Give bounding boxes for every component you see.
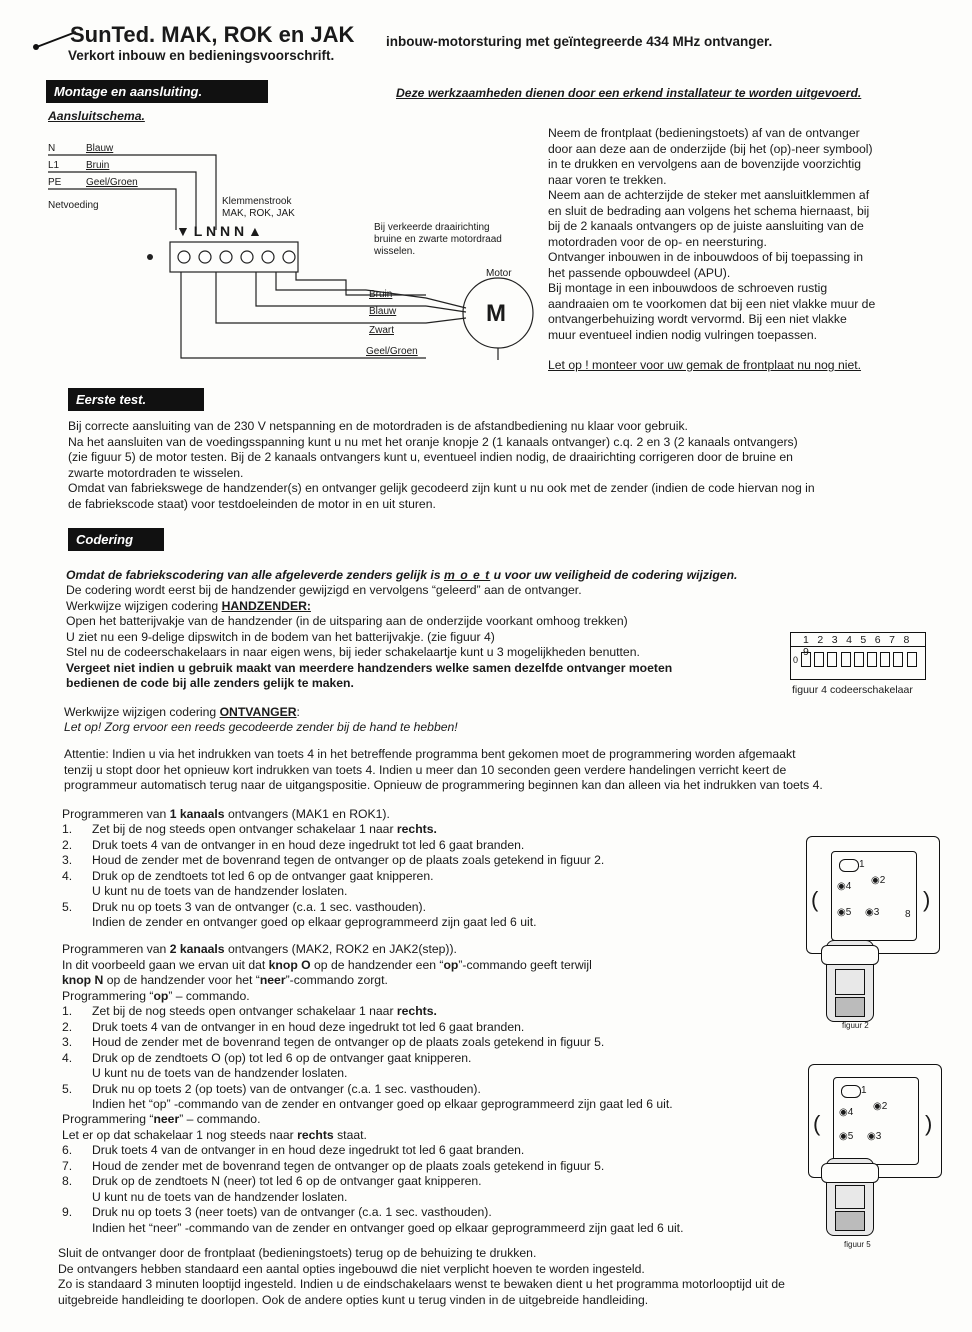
label-pe: PE xyxy=(48,177,62,188)
montage-line: muur eventueel indien nodig vulringen toepassen. xyxy=(548,327,817,342)
arrow-up-icon: ▲ xyxy=(247,223,262,239)
step-item: 9. Druk nu op toets 3 (neer toets) van de ontvanger (c.a. 1 sec. vasthouden). xyxy=(62,1205,492,1219)
fig2-caption: figuur 2 xyxy=(842,1021,869,1030)
closing-line: Sluit de ontvanger door de frontplaat (bedieningstoets) terug op de behuizing te drukken. xyxy=(58,1246,537,1260)
step-item: Indien het “neer” -commando van de zender en ontvanger goed op elkaar geprogrammeerd zijn gaat led 6 uit. xyxy=(92,1220,684,1235)
step-item: U kunt nu de toets van de handzender loslaten. xyxy=(92,884,348,898)
dip-zero: 0 xyxy=(793,655,799,665)
attentie-line: Attentie: Indien u via het indrukken van toets 4 in het betreffende programma bent gekomen moet de programmering worden afgemaakt xyxy=(64,747,796,761)
montage-line: Neem aan de achterzijde de steker met aansluitklemmen af xyxy=(548,188,870,202)
wire-bruin: Bruin xyxy=(369,289,393,300)
montage-instructions xyxy=(548,126,948,343)
eerste-test-text xyxy=(68,419,948,512)
step-item: 2. Druk toets 4 van de ontvanger in en houd deze ingedrukt tot led 6 gaat branden. xyxy=(62,837,525,852)
terminal-labels xyxy=(176,223,262,239)
attentie-text xyxy=(64,747,944,794)
montage-line: motordraden voor de op- en neersturing. xyxy=(548,234,767,249)
closing-line: Zo is standaard 3 minuten looptijd ingesteld. Indien u de eindschakelaars wenst te bewaken dient u het programma motorlooptijd uit de xyxy=(58,1277,785,1291)
step-item: U kunt nu de toets van de handzender loslaten. xyxy=(92,1066,348,1080)
fig5-right-bracket: ) xyxy=(925,1111,933,1136)
eerste-line: Bij correcte aansluiting van de 230 V netspanning en de motordraden is de afstandbediening nu klaar voor gebruik. xyxy=(68,419,688,433)
receiver-figure-2 xyxy=(806,836,940,954)
montage-line: en sluit de bedrading aan volgens het schema hiernaast, bij xyxy=(548,203,870,218)
prog2-neer-heading: Programmering “neer” – commando. xyxy=(62,1112,261,1126)
prog2-example: In dit voorbeeld gaan we ervan uit dat knop O op de handzender een “op”-commando geeft terwijl xyxy=(62,957,592,972)
step-item: 1. Zet bij de nog steeds open ontvanger schakelaar 1 naar rechts. xyxy=(62,1004,437,1018)
prog2-op-steps xyxy=(62,1004,782,1113)
eerste-line: (zie figuur 5) de motor testen. Bij de 2 kanaals ontvangers kunt u, eventueel indien nodig, de draairichting corrigeren door de bruine en xyxy=(68,450,793,464)
montage-line: bij de 2 kanaals ontvangers op de juiste aansluiting van de xyxy=(548,219,864,233)
prog2-neer-intro xyxy=(62,1112,762,1143)
ontvanger-heading: Werkwijze wijzigen codering ONTVANGER: xyxy=(64,705,300,719)
fig5-btn1-label: 1 xyxy=(861,1085,867,1096)
eerste-line: de fabriekscode staat) voor testdoeleinden de motor in en uit sturen. xyxy=(68,496,436,511)
eerste-line: Na het aansluiten van de voedingsspanning kunt u nu met het oranje knopje 2 (1 kanaals ontvanger) c.q. 2 en 3 (2 kanaals ontvangers) xyxy=(68,434,798,449)
arrow-down-icon: ▼ xyxy=(176,223,190,239)
closing-line: uitgebreide handleiding te doorlopen. Ook de andere opties kunt u terug vinden in de uitgebreide handleiding. xyxy=(58,1292,649,1307)
montage-line: in te drukken en vervolgens aan de bovenzijde voorzichtig xyxy=(548,157,862,171)
section-bar-codering: Codering xyxy=(68,528,164,551)
handzender-figure-5 xyxy=(826,1158,874,1236)
prog2-example-2: knop N op de handzender voor het “neer”-commando zorgt. xyxy=(62,973,388,987)
fig2-btn5: ◉5 xyxy=(837,907,852,918)
step-item: U kunt nu de toets van de handzender loslaten. xyxy=(92,1189,348,1204)
fig2-btn4: ◉4 xyxy=(837,881,852,892)
montage-line: Bij montage in een inbouwdoos de schroeven rustig xyxy=(548,281,828,295)
terminal-letters: L N N N xyxy=(193,223,245,239)
prog2-neer-steps xyxy=(62,1143,782,1236)
prog2-op-heading: Programmering “op” – commando. xyxy=(62,988,250,1003)
installer-warning: Deze werkzaamheden dienen door een erkend installateur te worden uitgevoerd. xyxy=(396,86,862,100)
eerste-line: zwarte motordraden te wisselen. xyxy=(68,465,244,480)
label-bruin: Bruin xyxy=(86,160,110,171)
step-item: 7. Houd de zender met de bovenrand tegen de ontvanger op de plaats zoals getekend in figuur 5. xyxy=(62,1158,605,1173)
wire-blauw: Blauw xyxy=(369,306,397,317)
fig5-btn2: ◉2 xyxy=(873,1101,888,1112)
step-item: 1. Zet bij de nog steeds open ontvanger schakelaar 1 naar rechts. xyxy=(62,822,437,836)
note-line-2: bruine en zwarte motordraad xyxy=(374,234,502,245)
wiring-diagram xyxy=(46,130,536,370)
ontvanger-note: Let op! Zorg ervoor een reeds gecodeerde zender bij de hand te hebben! xyxy=(64,720,458,734)
codering-line: De codering wordt eerst bij de handzender gewijzigd en vervolgens “geleerd” aan de ontvanger. xyxy=(66,583,582,597)
step-item: 5. Druk nu op toets 3 van de ontvanger (c.a. 1 sec. vasthouden). xyxy=(62,899,427,914)
codering-line: Open het batterijvakje van de handzender (in de uitsparing aan de onderzijde voorkant omhoog trekken) xyxy=(66,614,628,628)
note-line-1: Bij verkeerde draairichting xyxy=(374,222,490,233)
label-motor: Motor xyxy=(486,268,512,279)
intro-part: Omdat de fabriekscodering van alle afgeleverde zenders gelijk is xyxy=(66,568,444,582)
fig5-caption: figuur 5 xyxy=(844,1240,871,1249)
label-geelgroen: Geel/Groen xyxy=(86,177,138,188)
step-item: 2. Druk toets 4 van de ontvanger in en houd deze ingedrukt tot led 6 gaat branden. xyxy=(62,1019,525,1034)
montage-line: Ontvanger inbouwen in de inbouwdoos of bij toepassing in xyxy=(548,250,864,264)
label-blauw: Blauw xyxy=(86,143,114,154)
fig2-left-bracket: ( xyxy=(811,887,819,912)
fig5-left-bracket: ( xyxy=(813,1111,821,1136)
codering-line: Vergeet niet indien u gebruik maakt van meerdere handzenders welke samen dezelfde ontvanger moeten xyxy=(66,660,673,675)
fig5-btn4: ◉4 xyxy=(839,1107,854,1118)
label-netvoeding: Netvoeding xyxy=(48,200,99,211)
dip-switches xyxy=(801,652,920,672)
step-item: Indien de zender en ontvanger goed op elkaar geprogrammeerd zijn gaat led 6 uit. xyxy=(92,915,537,929)
eerste-line: Omdat van fabriekswege de handzender(s) en ontvanger gelijk gecodeerd zijn kunt u nu ook met de zender (indien de code hiervan nog in xyxy=(68,481,815,495)
fig2-btn2: ◉2 xyxy=(871,875,886,886)
montage-line: ontvangerbehuizing wordt vervormd. Bij een niet vlakke xyxy=(548,312,847,326)
dipswitch-figure xyxy=(790,632,926,680)
montage-line: door aan deze aan de onderzijde (bij het (op)-neer symbool) xyxy=(548,141,873,156)
doc-subline: Verkort inbouw en bedieningsvoorschrift. xyxy=(68,48,335,63)
prog1-steps xyxy=(62,822,762,931)
fig5-btn3: ◉3 xyxy=(867,1131,882,1142)
doc-subtitle: inbouw-motorsturing met geïntegreerde 434 MHz ontvanger. xyxy=(386,34,773,49)
fig2-btn8-label: 8 xyxy=(905,909,911,920)
codering-line: bedienen de code bij alle zenders gelijk te maken. xyxy=(66,676,354,690)
fig2-btn1-label: 1 xyxy=(859,859,865,870)
handzender-figure-2 xyxy=(826,940,874,1022)
step-item: 3. Houd de zender met de bovenrand tegen de ontvanger op de plaats zoals getekend in figuur 2. xyxy=(62,853,605,867)
label-klemmen-models: MAK, ROK, JAK xyxy=(222,208,295,219)
note-line-3: wisselen. xyxy=(374,246,416,257)
montage-line: het passende opbouwdeel (APU). xyxy=(548,265,731,280)
montage-line: aandraaien om te voorkomen dat bij een niet vlakke muur de xyxy=(548,296,876,311)
section-bar-eerste-test: Eerste test. xyxy=(68,388,204,411)
step-item: 4. Druk op de zendtoets O (op) tot led 6 op de ontvanger gaat knipperen. xyxy=(62,1050,472,1065)
dip-numbers: 1 2 3 4 5 6 7 8 9 xyxy=(803,634,913,658)
fig5-btn5: ◉5 xyxy=(839,1131,854,1142)
codering-line: U ziet nu een 9-delige dipswitch in de bodem van het batterijvakje. (zie figuur 4) xyxy=(66,629,495,644)
montage-line: Neem de frontplaat (bedieningstoets) af van de ontvanger xyxy=(548,126,860,140)
attentie-line: tenzij u stopt door het opnieuw kort indrukken van toets 4. Indien u meer dan 10 seconden geen verdere handelingen verricht keert de xyxy=(64,762,787,777)
section-bar-montage: Montage en aansluiting. xyxy=(46,80,268,103)
codering-line: Stel nu de codeerschakelaars in naar eigen wens, bij ieder schakelaartje kunt u 3 mogelijkheden benutten. xyxy=(66,645,640,659)
letop-frontplaat: Let op ! monteer voor uw gemak de frontplaat nu nog niet. xyxy=(548,358,862,372)
fig2-btn3: ◉3 xyxy=(865,907,880,918)
motor-m: M xyxy=(486,300,506,327)
fig4-caption: figuur 4 codeerschakelaar xyxy=(792,684,913,696)
attentie-line: programmeur automatisch terug naar de uitgangspositie. Opnieuw de programmering beginnen kan dan alleen via het indrukken van toets 4. xyxy=(64,778,823,792)
label-n: N xyxy=(48,143,56,154)
wiring-lines xyxy=(46,130,536,370)
handzender-instructions xyxy=(66,583,786,692)
prog1-heading: Programmeren van 1 kanaals ontvangers (MAK1 en ROK1). xyxy=(62,807,390,821)
closing-line: De ontvangers hebben standaard een aantal opties ingebouwd die niet verplicht hoeven te worden ingesteld. xyxy=(58,1261,645,1276)
codering-intro xyxy=(66,568,737,584)
doc-title: SunTed. MAK, ROK en JAK xyxy=(70,22,355,47)
fig2-right-bracket: ) xyxy=(923,887,931,912)
wire-geelgroen: Geel/Groen xyxy=(366,346,418,357)
prog2-heading: Programmeren van 2 kanaals ontvangers (MAK2, ROK2 en JAK2(step)). xyxy=(62,942,457,956)
codering-line: Werkwijze wijzigen codering HANDZENDER: xyxy=(66,598,311,613)
step-item: Indien het “op” -commando van de zender en ontvanger goed op elkaar geprogrammeerd zijn gaat led 6 uit. xyxy=(92,1097,673,1111)
step-item: 4. Druk op de zendtoets tot led 6 op de ontvanger gaat knipperen. xyxy=(62,868,434,883)
intro-part: u voor uw veiligheid de codering wijzigen. xyxy=(490,568,738,582)
prog2-intro xyxy=(62,942,762,1004)
closing-text xyxy=(58,1246,938,1308)
prog2-neer-note: Let er op dat schakelaar 1 nog steeds naar rechts staat. xyxy=(62,1127,367,1142)
wire-zwart: Zwart xyxy=(369,325,394,336)
intro-moet: m o e t xyxy=(443,568,491,582)
label-klemmenstrook: Klemmenstrook xyxy=(222,196,292,207)
step-item: 5. Druk nu op toets 2 (op toets) van de ontvanger (c.a. 1 sec. vasthouden). xyxy=(62,1081,481,1096)
step-item: 3. Houd de zender met de bovenrand tegen de ontvanger op de plaats zoals getekend in figuur 5. xyxy=(62,1035,605,1049)
montage-line: naar voren te trekken. xyxy=(548,172,667,187)
step-item: 8. Druk op de zendtoets N (neer) tot led 6 op de ontvanger gaat knipperen. xyxy=(62,1174,482,1188)
label-l1: L1 xyxy=(48,160,60,171)
schema-title: Aansluitschema. xyxy=(48,109,145,123)
step-item: 6. Druk toets 4 van de ontvanger in en houd deze ingedrukt tot led 6 gaat branden. xyxy=(62,1143,525,1157)
